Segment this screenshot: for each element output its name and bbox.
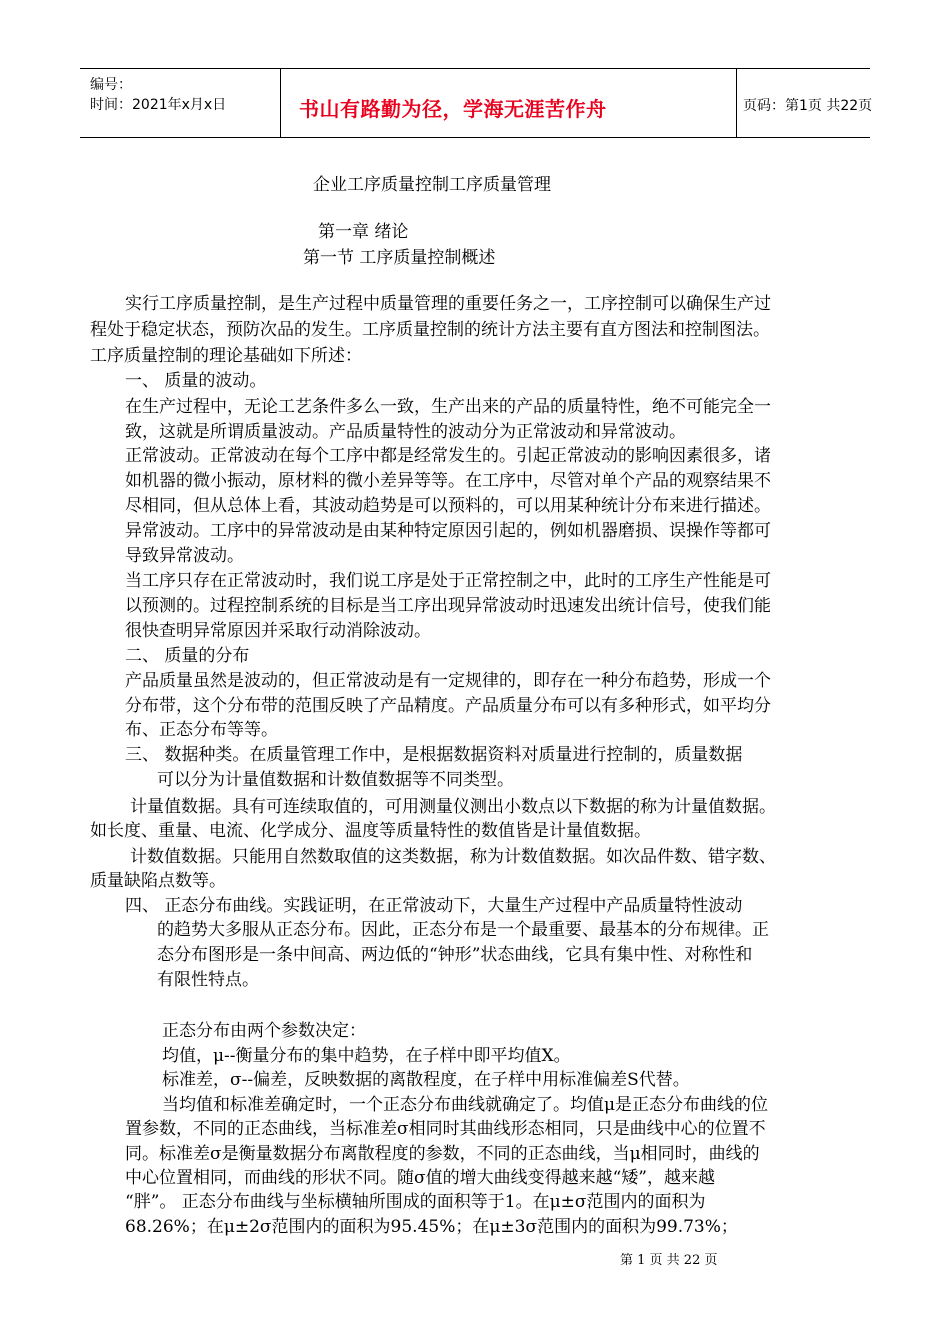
motto-text: 书山有路勤为径，学海无涯苦作舟	[299, 97, 607, 121]
body-line: 二、 质量的分布	[125, 646, 250, 666]
body-line: 四、 正态分布曲线。实践证明，在正常波动下，大量生产过程中产品质量特性波动	[125, 896, 743, 916]
body-line: 致，这就是所谓质量波动。产品质量特性的波动分为正常波动和异常波动。	[125, 422, 686, 442]
body-line: 异常波动。工序中的异常波动是由某种特定原因引起的，例如机器磨损、误操作等都可	[125, 521, 771, 541]
body-line: 的趋势大多服从正态分布。因此，正态分布是一个最重要、最基本的分布规律。正	[157, 920, 769, 940]
body-line: 以预测的。过程控制系统的目标是当工序出现异常波动时迅速发出统计信号，使我们能	[125, 596, 771, 616]
time-label: 时间：2021年x月x日	[90, 97, 227, 113]
page-footer: 第 1 页 共 22 页	[620, 1253, 718, 1268]
body-line: 正常波动。正常波动在每个工序中都是经常发生的。引起正常波动的影响因素很多，诸	[125, 446, 771, 466]
body-line: 分布带，这个分布带的范围反映了产品精度。产品质量分布可以有多种形式，如平均分	[125, 696, 771, 716]
header-meta-cell	[80, 69, 281, 137]
body-line: 导致异常波动。	[125, 546, 244, 566]
body-line: 可以分为计量值数据和计数值数据等不同类型。	[157, 770, 514, 790]
body-line: 如机器的微小振动，原材料的微小差异等等。在工序中，尽管对单个产品的观察结果不	[125, 471, 771, 491]
chapter-heading: 第一章 绪论	[318, 222, 409, 242]
body-line: 标准差，σ--偏差，反映数据的离散程度，在子样中用标准偏差S代替。	[162, 1070, 690, 1090]
section-heading: 第一节 工序质量控制概述	[303, 248, 496, 268]
header-page-cell	[737, 69, 873, 137]
body-line: “胖”。 正态分布曲线与坐标横轴所围成的面积等于1。在μ±σ范围内的面积为	[125, 1192, 706, 1212]
body-line: 中心位置相同，而曲线的形状不同。随σ值的增大曲线变得越来越“矮”，越来越	[125, 1168, 715, 1188]
body-line: 一、 质量的波动。	[125, 371, 267, 391]
body-line: 同。标准差σ是衡量数据分布离散程度的参数，不同的正态曲线，当μ相同时，曲线的	[125, 1144, 760, 1164]
body-line: 尽相同，但从总体上看，其波动趋势是可以预料的，可以用某种统计分布来进行描述。	[125, 496, 771, 516]
body-line: 如长度、重量、电流、化学成分、温度等质量特性的数值皆是计量值数据。	[90, 821, 651, 841]
document-title: 企业工序质量控制工序质量管理	[313, 175, 551, 195]
body-line: 当均值和标准差确定时，一个正态分布曲线就确定了。均值μ是正态分布曲线的位	[162, 1095, 769, 1115]
body-line: 工序质量控制的理论基础如下所述：	[90, 346, 362, 366]
document-header	[80, 68, 873, 138]
body-line: 三、 数据种类。在质量管理工作中，是根据数据资料对质量进行控制的，质量数据	[125, 745, 743, 765]
body-line: 正态分布由两个参数决定：	[162, 1021, 366, 1041]
body-line: 计量值数据。具有可连续取值的，可用测量仪测出小数点以下数据的称为计量值数据。	[130, 797, 776, 817]
body-line: 68.26%；在μ±2σ范围内的面积为95.45%；在μ±3σ范围内的面积为99.73%；	[125, 1217, 738, 1237]
header-motto-cell	[281, 69, 737, 137]
body-line: 产品质量虽然是波动的，但正常波动是有一定规律的，即存在一种分布趋势，形成一个	[125, 671, 771, 691]
body-line: 质量缺陷点数等。	[90, 871, 226, 891]
body-line: 布、正态分布等等。	[125, 720, 278, 740]
body-line: 实行工序质量控制，是生产过程中质量管理的重要任务之一，工序控制可以确保生产过	[125, 294, 771, 314]
page-info: 页码：第1页 共22页	[743, 98, 873, 114]
body-line: 计数值数据。只能用自然数取值的这类数据，称为计数值数据。如次品件数、错字数、	[130, 847, 776, 867]
body-line: 程处于稳定状态，预防次品的发生。工序质量控制的统计方法主要有直方图法和控制图法。	[90, 320, 770, 340]
body-line: 置参数，不同的正态曲线，当标准差σ相同时其曲线形态相同，只是曲线中心的位置不	[125, 1119, 766, 1139]
body-line: 当工序只存在正常波动时，我们说工序是处于正常控制之中，此时的工序生产性能是可	[125, 571, 771, 591]
body-line: 很快查明异常原因并采取行动消除波动。	[125, 621, 431, 641]
body-line: 态分布图形是一条中间高、两边低的“钟形”状态曲线，它具有集中性、对称性和	[157, 945, 753, 965]
body-line: 均值，μ--衡量分布的集中趋势，在子样中即平均值X。	[162, 1046, 571, 1066]
number-label: 编号：	[90, 77, 132, 93]
body-line: 有限性特点。	[157, 970, 259, 990]
body-line: 在生产过程中，无论工艺条件多么一致，生产出来的产品的质量特性，绝不可能完全一	[125, 397, 771, 417]
